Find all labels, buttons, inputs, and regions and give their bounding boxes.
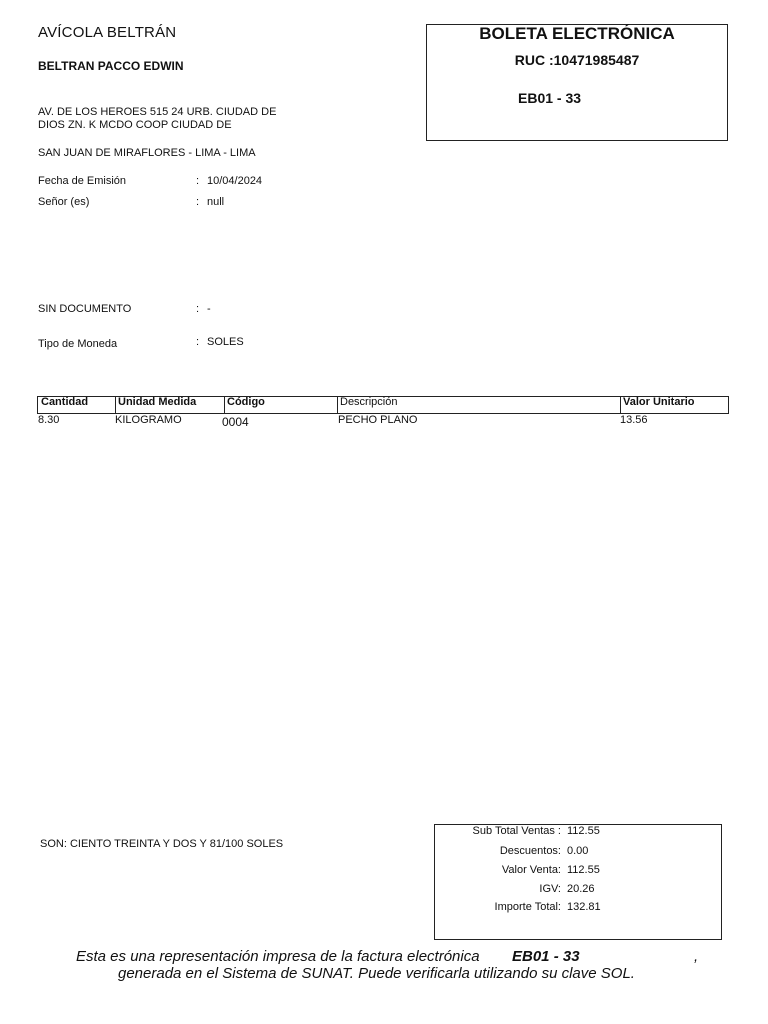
row-unidad: KILOGRAMO <box>115 414 182 426</box>
descuentos-value: 0.00 <box>567 845 589 857</box>
header-cantidad: Cantidad <box>41 396 89 408</box>
footer-line-1: Esta es una representación impresa de la factura electrónica <box>76 948 480 965</box>
column-divider <box>620 397 621 413</box>
subtotal-label: Sub Total Ventas : <box>472 825 561 837</box>
footer-document-number: EB01 - 33 <box>512 948 580 965</box>
senor-label: Señor (es) <box>38 196 90 208</box>
fecha-label: Fecha de Emisión <box>38 175 127 187</box>
column-divider <box>337 397 338 413</box>
company-city: SAN JUAN DE MIRAFLORES - LIMA - LIMA <box>38 147 256 159</box>
company-address: AV. DE LOS HEROES 515 24 URB. CIUDAD DE DIOS ZN. K MCDO COOP CIUDAD DE <box>38 106 277 131</box>
header-unidad: Unidad Medida <box>118 396 197 408</box>
header-valor-unitario: Valor Unitario <box>623 396 695 408</box>
valor-venta-label: Valor Venta: <box>501 864 561 876</box>
header-descripcion: Descripción <box>340 396 398 408</box>
row-cantidad: 8.30 <box>38 414 60 426</box>
importe-total-label: Importe Total: <box>494 901 561 913</box>
column-divider <box>115 397 116 413</box>
amount-in-words: SON: CIENTO TREINTA Y DOS Y 81/100 SOLES <box>40 838 284 850</box>
row-descripcion: PECHO PLANO <box>338 414 418 426</box>
fecha-value: 10/04/2024 <box>207 175 263 187</box>
owner-name: BELTRAN PACCO EDWIN <box>38 59 184 73</box>
doc-type-colon: : <box>196 303 200 315</box>
footer-line-2: generada en el Sistema de SUNAT. Puede verificarla utilizando su clave SOL. <box>118 965 635 982</box>
moneda-value: SOLES <box>207 336 244 348</box>
footer-comma: , <box>694 948 699 965</box>
company-name: AVÍCOLA BELTRÁN <box>38 24 177 41</box>
igv-value: 20.26 <box>567 883 595 895</box>
igv-label: IGV: <box>539 883 561 895</box>
subtotal-value: 112.55 <box>567 825 600 837</box>
moneda-label: Tipo de Moneda <box>38 338 118 350</box>
row-codigo: 0004 <box>222 415 249 429</box>
doc-type-label: SIN DOCUMENTO <box>38 303 132 315</box>
fecha-colon: : <box>196 175 200 187</box>
header-codigo: Código <box>227 396 265 408</box>
document-number: EB01 - 33 <box>518 90 582 106</box>
document-title: BOLETA ELECTRÓNICA <box>479 24 675 43</box>
descuentos-label: Descuentos: <box>499 845 561 857</box>
column-divider <box>224 397 225 413</box>
moneda-colon: : <box>196 336 200 348</box>
valor-venta-value: 112.55 <box>567 864 600 876</box>
doc-type-value: - <box>207 303 211 315</box>
senor-colon: : <box>196 196 200 208</box>
document-ruc: RUC :10471985487 <box>514 52 640 68</box>
row-valor-unitario: 13.56 <box>620 414 648 426</box>
totals-box <box>434 824 722 940</box>
importe-total-value: 132.81 <box>567 901 601 913</box>
senor-value: null <box>207 196 225 208</box>
